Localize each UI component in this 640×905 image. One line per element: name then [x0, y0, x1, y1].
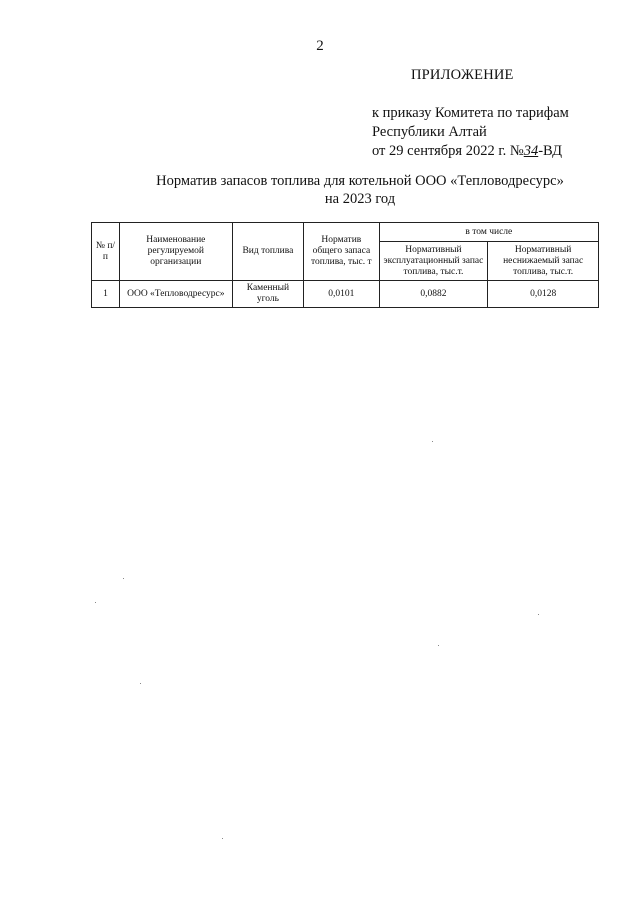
scan-speck — [432, 441, 433, 442]
document-title — [40, 172, 640, 208]
scan-speck — [140, 683, 141, 684]
document-title-line-2: на 2023 год — [324, 191, 396, 207]
header-fuel: Вид топлива — [232, 223, 303, 281]
order-line-2: Республики Алтай — [372, 124, 487, 140]
appendix-title: ПРИЛОЖЕНИЕ — [411, 67, 514, 83]
scan-speck — [95, 602, 96, 603]
page-number: 2 — [316, 38, 324, 54]
order-number: 34 — [523, 143, 539, 159]
header-total: Норматив общего запаса топлива, тыс. т — [304, 223, 380, 281]
scan-speck — [222, 838, 223, 839]
order-reference — [372, 104, 569, 161]
header-org: Наименование регулируемой организации — [119, 223, 232, 281]
cell-org: ООО «Тепловодресурс» — [119, 281, 232, 308]
table-header-row — [92, 223, 599, 242]
scan-speck — [438, 645, 439, 646]
cell-num: 1 — [92, 281, 120, 308]
cell-fuel: Каменный уголь — [232, 281, 303, 308]
cell-reserve: 0,0128 — [488, 281, 599, 308]
scan-speck — [123, 578, 124, 579]
header-group: в том числе — [379, 223, 598, 242]
order-date-prefix: от 29 сентября 2022 г. № — [372, 143, 524, 159]
scan-speck — [538, 614, 539, 615]
order-line-3 — [372, 142, 569, 161]
document-title-line-1: Норматив запасов топлива для котельной ООО «Тепловодресурс» — [156, 173, 564, 189]
table-row — [92, 281, 599, 308]
fuel-norms-table — [91, 222, 599, 308]
header-reserve: Нормативный неснижаемый запас топлива, тыс.т. — [488, 242, 599, 281]
header-operational: Нормативный эксплуатационный запас топлива, тыс.т. — [379, 242, 488, 281]
cell-total: 0,0101 — [304, 281, 380, 308]
cell-operational: 0,0882 — [379, 281, 488, 308]
header-num: № п/п — [92, 223, 120, 281]
order-suffix: -ВД — [538, 143, 563, 159]
order-line-1: к приказу Комитета по тарифам — [372, 105, 569, 121]
